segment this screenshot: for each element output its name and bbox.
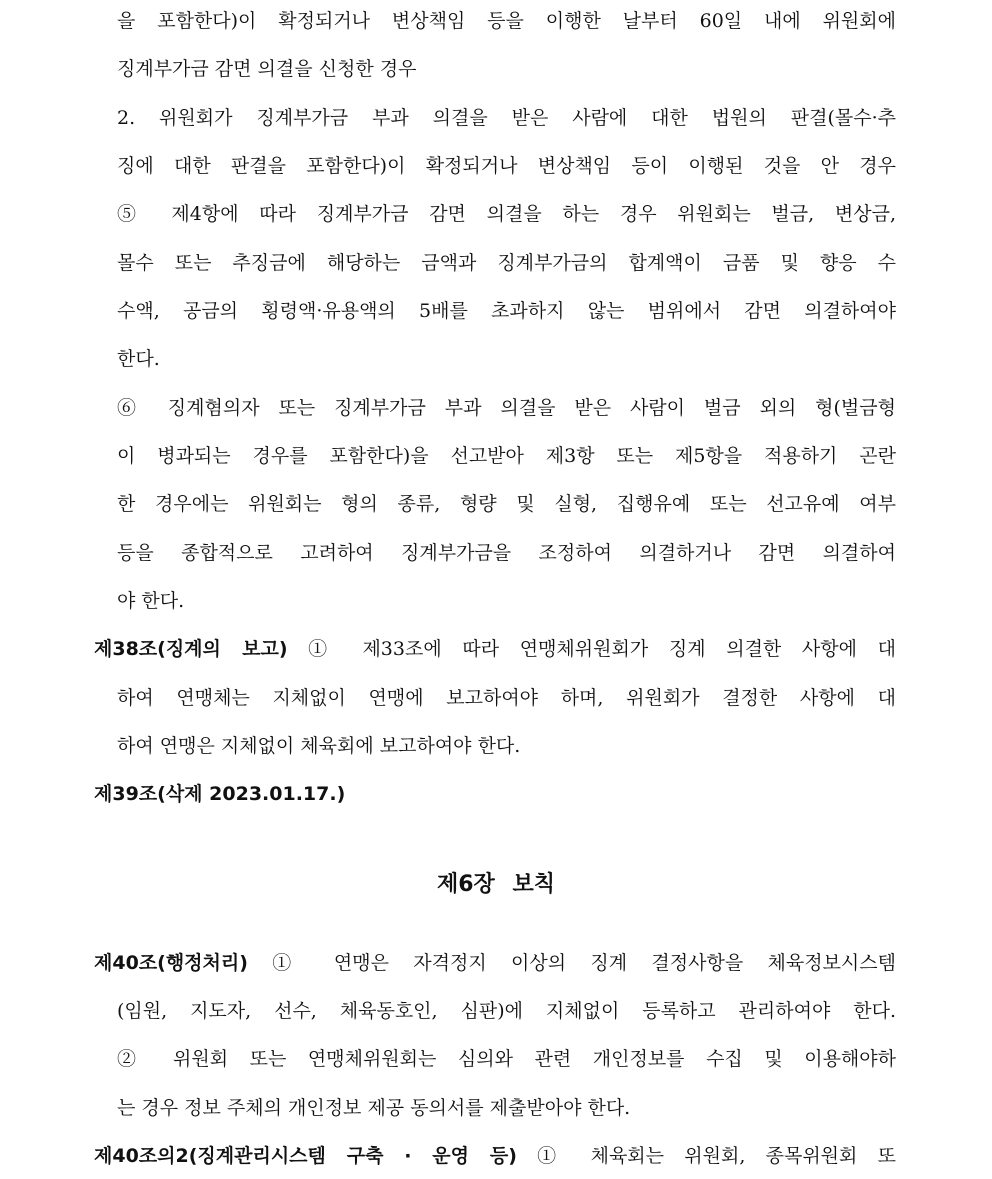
paragraph-line: 징계부가금 감면 의결을 신청한 경우 [117, 58, 417, 80]
chapter-title: 제6장 보칙 [437, 872, 555, 897]
paragraph-line: 하여 연맹체는 지체없이 연맹에 보고하여야 하며, 위원회가 결정한 사항에 대 [117, 687, 896, 709]
article-40-2-clause-1: ① 체육회는 위원회, 종목위원회 또 [516, 1145, 896, 1167]
paragraph-line: ⑤ 제4항에 따라 징계부가금 감면 의결을 하는 경우 위원회는 벌금, 변상금, [117, 203, 896, 225]
article-40-2-heading-line [94, 1142, 896, 1170]
paragraph-line: ② 위원회 또는 연맹체위원회는 심의와 관련 개인정보를 수집 및 이용해야하 [117, 1048, 896, 1070]
article-38-heading-line [94, 635, 896, 663]
paragraph-line: 한다. [117, 348, 160, 370]
paragraph-line: 수액, 공금의 횡령액·유용액의 5배를 초과하지 않는 범위에서 감면 의결하여야 [117, 300, 896, 322]
article-39-title: 제39조(삭제 2023.01.17.) [94, 783, 346, 805]
article-40-heading-line [94, 949, 896, 977]
paragraph-line: 징에 대한 판결을 포함한다)이 확정되거나 변상책임 등이 이행된 것을 안 경우 [117, 155, 896, 177]
paragraph-line: 등을 종합적으로 고려하여 징계부가금을 조정하여 의결하거나 감면 의결하여 [117, 542, 896, 564]
article-40-2-title: 제40조의2(징계관리시스템 구축 · 운영 등) [94, 1145, 517, 1167]
paragraph-line: 야 한다. [117, 590, 185, 612]
paragraph-line: ⑥ 징계혐의자 또는 징계부가금 부과 의결을 받은 사람이 벌금 외의 형(벌금형 [117, 397, 896, 419]
article-38-clause-1: ① 제33조에 따라 연맹체위원회가 징계 의결한 사항에 대 [287, 638, 897, 660]
paragraph-line: 는 경우 정보 주체의 개인정보 제공 동의서를 제출받아야 한다. [117, 1097, 631, 1119]
paragraph-line: 을 포함한다)이 확정되거나 변상책임 등을 이행한 날부터 60일 내에 위원회에 [117, 10, 896, 32]
paragraph-line: 이 병과되는 경우를 포함한다)을 선고받아 제3항 또는 제5항을 적용하기 곤란 [117, 445, 896, 467]
paragraph-line: 2. 위원회가 징계부가금 부과 의결을 받은 사람에 대한 법원의 판결(몰수·추 [117, 107, 896, 129]
article-39-heading-line [94, 780, 896, 808]
paragraph-line: 한 경우에는 위원회는 형의 종류, 형량 및 실형, 집행유예 또는 선고유예 여부 [117, 493, 896, 515]
article-38-title: 제38조(징계의 보고) [94, 638, 288, 660]
paragraph-line: (임원, 지도자, 선수, 체육동호인, 심판)에 지체없이 등록하고 관리하여야 한다. [117, 1000, 896, 1022]
article-40-clause-1: ① 연맹은 자격정지 이상의 징계 결정사항을 체육정보시스템 [247, 952, 896, 974]
paragraph-line: 몰수 또는 추징금에 해당하는 금액과 징계부가금의 합계액이 금품 및 향응 수 [117, 252, 896, 274]
article-40-title: 제40조(행정처리) [94, 952, 248, 974]
paragraph-line: 하여 연맹은 지체없이 체육회에 보고하여야 한다. [117, 735, 521, 757]
